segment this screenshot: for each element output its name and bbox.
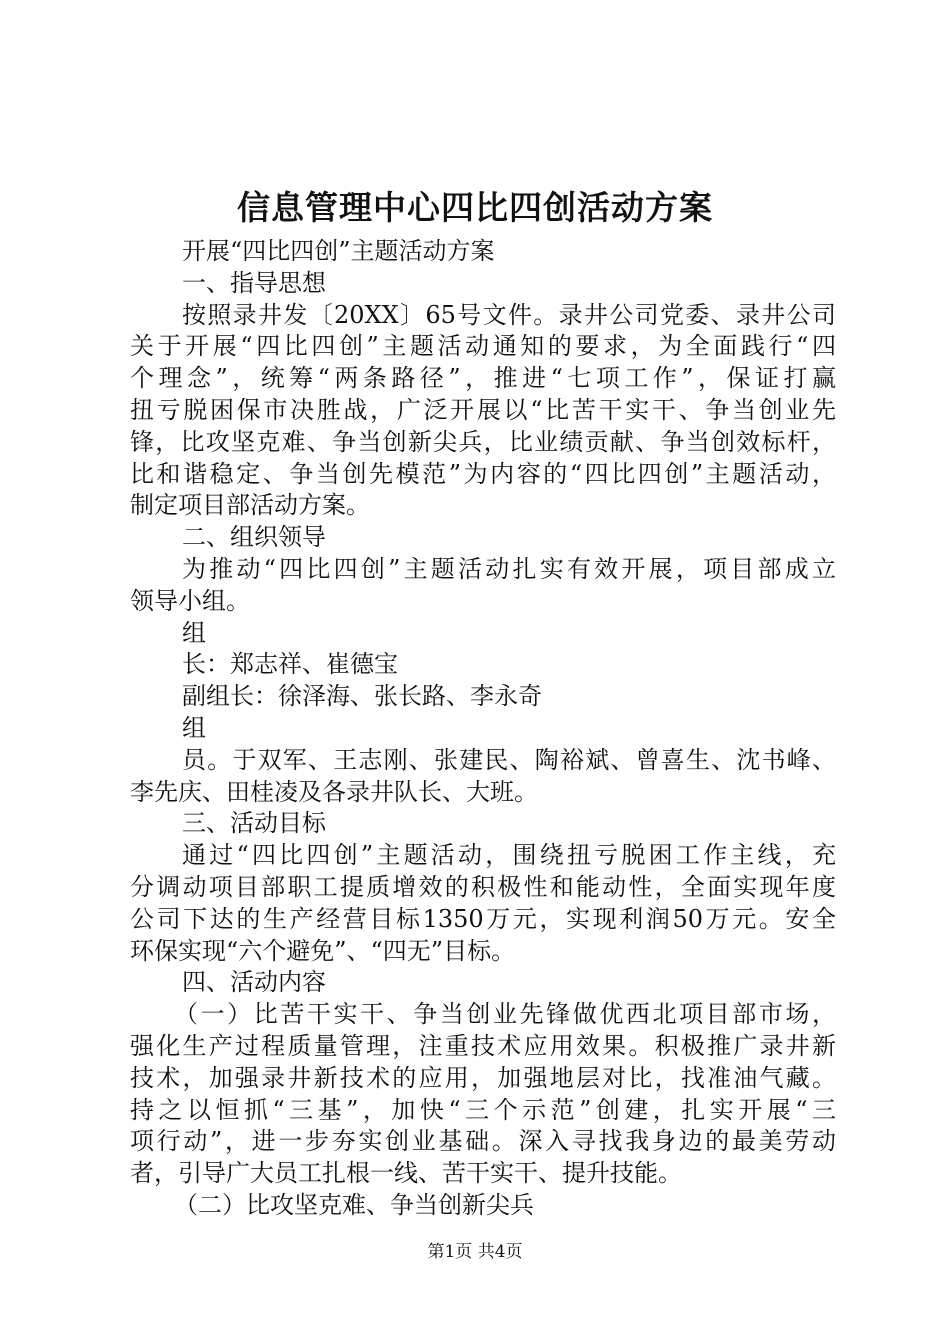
document-body xyxy=(130,236,836,1222)
paragraph-line: 长：郑志祥、崔德宝 xyxy=(182,650,398,679)
paragraph-line: 公司下达的生产经营目标1350万元，实现利润50万元。安全 xyxy=(130,904,836,933)
paragraph-line: （一）比苦干实干、争当创业先锋做优西北项目部市场， xyxy=(174,1000,836,1029)
paragraph-line: 组 xyxy=(182,618,206,647)
paragraph-line: 持之以恒抓“三基”，加快“三个示范”创建，扎实开展“三 xyxy=(130,1095,836,1124)
paragraph-line: 环保实现“六个避免”、“四无”目标。 xyxy=(130,936,516,965)
paragraph-line: 组 xyxy=(182,713,206,742)
section-heading: 四、活动内容 xyxy=(182,968,326,997)
paragraph-line: 比和谐稳定、争当创先模范”为内容的“四比四创”主题活动， xyxy=(130,459,836,488)
paragraph-line: 制定项目部活动方案。 xyxy=(130,491,370,520)
paragraph-line: 技术，加强录井新技术的应用，加强地层对比，找准油气藏。 xyxy=(130,1063,836,1092)
page-footer: 第1页 共4页 xyxy=(427,1242,523,1262)
paragraph-line: 扭亏脱困保市决胜战，广泛开展以“比苦干实干、争当创业先 xyxy=(130,395,836,424)
paragraph-line: 按照录井发〔20XX〕65号文件。录井公司党委、录井公司 xyxy=(182,300,836,329)
section-heading: 二、组织领导 xyxy=(182,523,326,552)
paragraph-line: 通过“四比四创”主题活动，围绕扭亏脱困工作主线，充 xyxy=(182,841,836,870)
document-title: 信息管理中心四比四创活动方案 xyxy=(237,188,713,227)
paragraph-line: 副组长：徐泽海、张长路、李永奇 xyxy=(182,682,542,711)
paragraph-line: 锋，比攻坚克难、争当创新尖兵，比业绩贡献、争当创效标杆， xyxy=(130,427,836,456)
section-heading: 一、指导思想 xyxy=(182,268,326,297)
paragraph-line: 领导小组。 xyxy=(130,586,250,615)
paragraph-line: 分调动项目部职工提质增效的积极性和能动性，全面实现年度 xyxy=(130,872,836,901)
paragraph-line: 为推动“四比四创”主题活动扎实有效开展，项目部成立 xyxy=(182,554,836,583)
paragraph-line: 项行动”，进一步夯实创业基础。深入寻找我身边的最美劳动 xyxy=(130,1127,836,1156)
paragraph-line: 员。于双军、王志刚、张建民、陶裕斌、曾喜生、沈书峰、 xyxy=(182,745,836,774)
paragraph-line: 李先庆、田桂凌及各录井队长、大班。 xyxy=(130,777,538,806)
paragraph-line: 强化生产过程质量管理，注重技术应用效果。积极推广录井新 xyxy=(130,1031,836,1060)
paragraph-line: 个理念”，统筹“两条路径”，推进“七项工作”，保证打赢 xyxy=(130,364,836,393)
paragraph-line: 者，引导广大员工扎根一线、苦干实干、提升技能。 xyxy=(130,1159,682,1188)
subtitle-line: 开展“四比四创”主题活动方案 xyxy=(182,237,495,265)
paragraph-line: 关于开展“四比四创”主题活动通知的要求，为全面践行“四 xyxy=(130,332,836,361)
subsection-heading: （二）比攻坚克难、争当创新尖兵 xyxy=(174,1190,534,1219)
section-heading: 三、活动目标 xyxy=(182,809,326,838)
